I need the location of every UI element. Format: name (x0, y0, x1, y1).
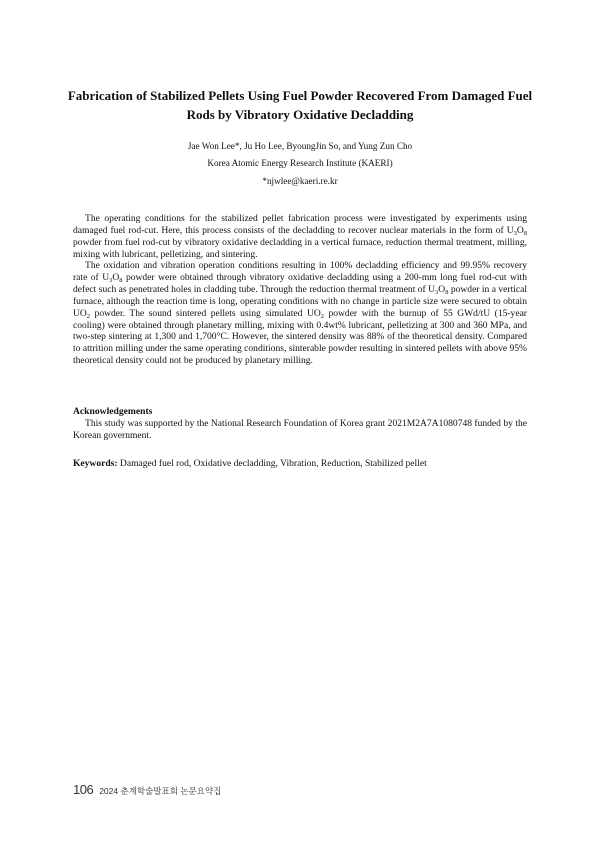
corresponding-email: *njwlee@kaeri.re.kr (262, 176, 338, 186)
acknowledgements-heading: Acknowledgements (73, 406, 153, 417)
subscript: 2 (86, 312, 91, 320)
author-list: Jae Won Lee*, Ju Ho Lee, ByoungJin So, and Yung Zun Cho (187, 141, 413, 151)
page-number: 106 (73, 782, 94, 797)
abstract-p1-text-c: powder from fuel rod-cut by vibratory oxidative decladding in a vertical furnace, reduction thermal treatment, milling, mixing with lubricant, pelletizing, and sintering. (73, 236, 527, 260)
keywords-text: Damaged fuel rod, Oxidative decladding, Vibration, Reduction, Stabilized pellet (117, 458, 427, 469)
abstract-p1-text-a: The operating conditions for the stabilized pellet fabrication process were investigated by experiments using damaged fuel rod-cut. Here, this process consists of the decladding to recover nuclear materials in the form of U (73, 213, 527, 236)
acknowledgements-text: This study was supported by the National Research Foundation of Korea grant 2021M2A7A1080748 funded by the Korean government. (73, 418, 527, 441)
keywords-label: Keywords: (73, 458, 118, 469)
abstract-p2-text-a: The oxidation and vibration operation conditions resulting in 100% decladding efficiency and 99.95% recovery rate of U (73, 260, 527, 284)
abstract-p1-text-b: O (516, 224, 524, 236)
abstract-p2-text-g: powder with the burnup of 55 GWd/tU (15-year cooling) were obtained through planetary milling, mixing with 0.4wt% lubricant, pelletizing at 300 and 360 MPa, and two-step sintering at 1,300 and 1,700°C. However, the sintered density was 88% of the theoretical density. Compared to attrition milling under the same operating conditions, sinterable powder resulting in sintered pellets with above 95% theoretical density could not be produced by planetary milling. (73, 307, 527, 367)
page-footer (73, 781, 221, 799)
subscript: 3 (109, 277, 113, 285)
keywords-line (73, 458, 527, 470)
acknowledgements-section (73, 418, 527, 442)
abstract-p2-text-e: powder in a vertical furnace, although the reaction time is long, operating conditions with no change in particle size were secured to obtain UO (73, 284, 527, 319)
abstract-paragraph-1 (73, 213, 527, 260)
subscript: 3 (513, 229, 517, 237)
abstract (73, 213, 527, 367)
abstract-paragraph-2 (73, 260, 527, 367)
subscript: 8 (523, 229, 527, 237)
subscript: 8 (119, 277, 123, 285)
subscript: 2 (320, 312, 324, 320)
abstract-p2-text-b: O (112, 272, 120, 284)
abstract-p2-text-d: O (438, 284, 446, 296)
abstract-p2-text-c: powder were obtained through vibratory oxidative decladding using a 200-mm long fuel rod-cut with defect such as penetrated holes in cladding tube. Through the reduction thermal treatment of U (73, 272, 527, 296)
subscript: 3 (435, 289, 439, 297)
paper-title: Fabrication of Stabilized Pellets Using Fuel Powder Recovered From Damaged Fuel Rods by Vibratory Oxidative Decladding (67, 88, 533, 122)
affiliation: Korea Atomic Energy Research Institute (KAERI) (207, 158, 393, 168)
abstract-p2-text-f: powder. The sound sintered pellets using simulated UO (90, 307, 321, 319)
subscript: 8 (445, 289, 449, 297)
footer-text: 2024 춘계학술발표회 논문요약집 (99, 786, 222, 796)
